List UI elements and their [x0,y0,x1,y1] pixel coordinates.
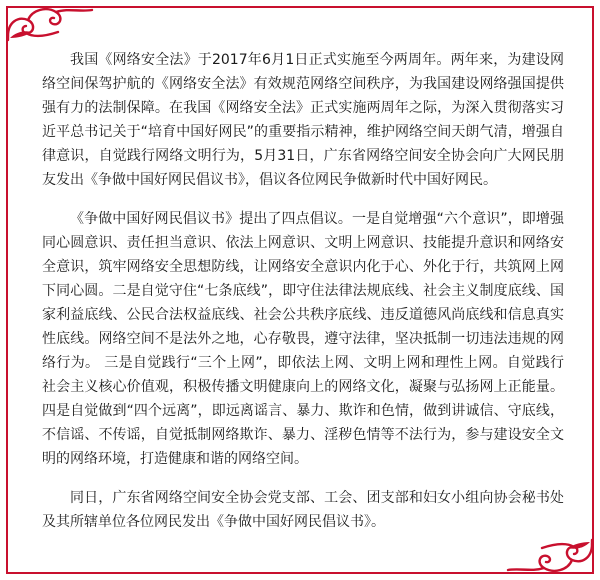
article-paragraph-3: 同日，广东省网络空间安全协会党支部、工会、团支部和妇女小组向协会秘书处及其所辖单位各位网民发出《争做中国好网民倡议书》。 [42,490,564,530]
corner-ornament-top-left [6,2,94,42]
article-paragraph-2: 《争做中国好网民倡议书》提出了四点倡议。一是自觉增强“六个意识”，即增强同心圆意识、责任担当意识、依法上网意识、文明上网意识、技能提升意识和网络安全意识，筑牢网络安全思想防线，让网络安全意识内化于心、外化于行，共筑网上网下同心圆。二是自觉守住“七条底线”，即守住法律法规底线、社会主义制度底线、国家利益底线、公民合法权益底线、社会公共秩序底线、违反道德风尚底线和信息真实性底线。网络空间不是法外之地，心存敬畏，遵守法律，坚决抵制一切违法违规的网络行为。 三是自觉践行“三个上网”，即依法上网、文明上网和理性上网。自觉践行社会主义核心价值观，积极传播文明健康向上的网络文化，凝聚与弘扬网上正能量。四是自觉做到“四个远离”，即远离谣言、暴力、欺诈和色情，做到讲诚信、守底线，不信谣、不传谣，自觉抵制网络欺诈、暴力、淫秽色情等不法行为，参与建设安全文明的网络环境，打造健康和谐的网络空间。 [42,211,564,467]
article-paragraph-1: 我国《网络安全法》于2017年6月1日正式实施至今两周年。两年来，为建设网络空间保驾护航的《网络安全法》有效规范网络空间秩序，为我国建设网络强国提供强有力的法制保障。在我国《网络安全法》正式实施两周年之际，为深入贯彻落实习近平总书记关于“培育中国好网民”的重要指示精神，维护网络空间天朗气清，增强自律意识，自觉践行网络文明行为，5月31日，广东省网络空间安全协会向广大网民朋友发出《争做中国好网民倡议书》，倡议各位网民争做新时代中国好网民。 [42,52,564,188]
article-body [42,48,564,549]
